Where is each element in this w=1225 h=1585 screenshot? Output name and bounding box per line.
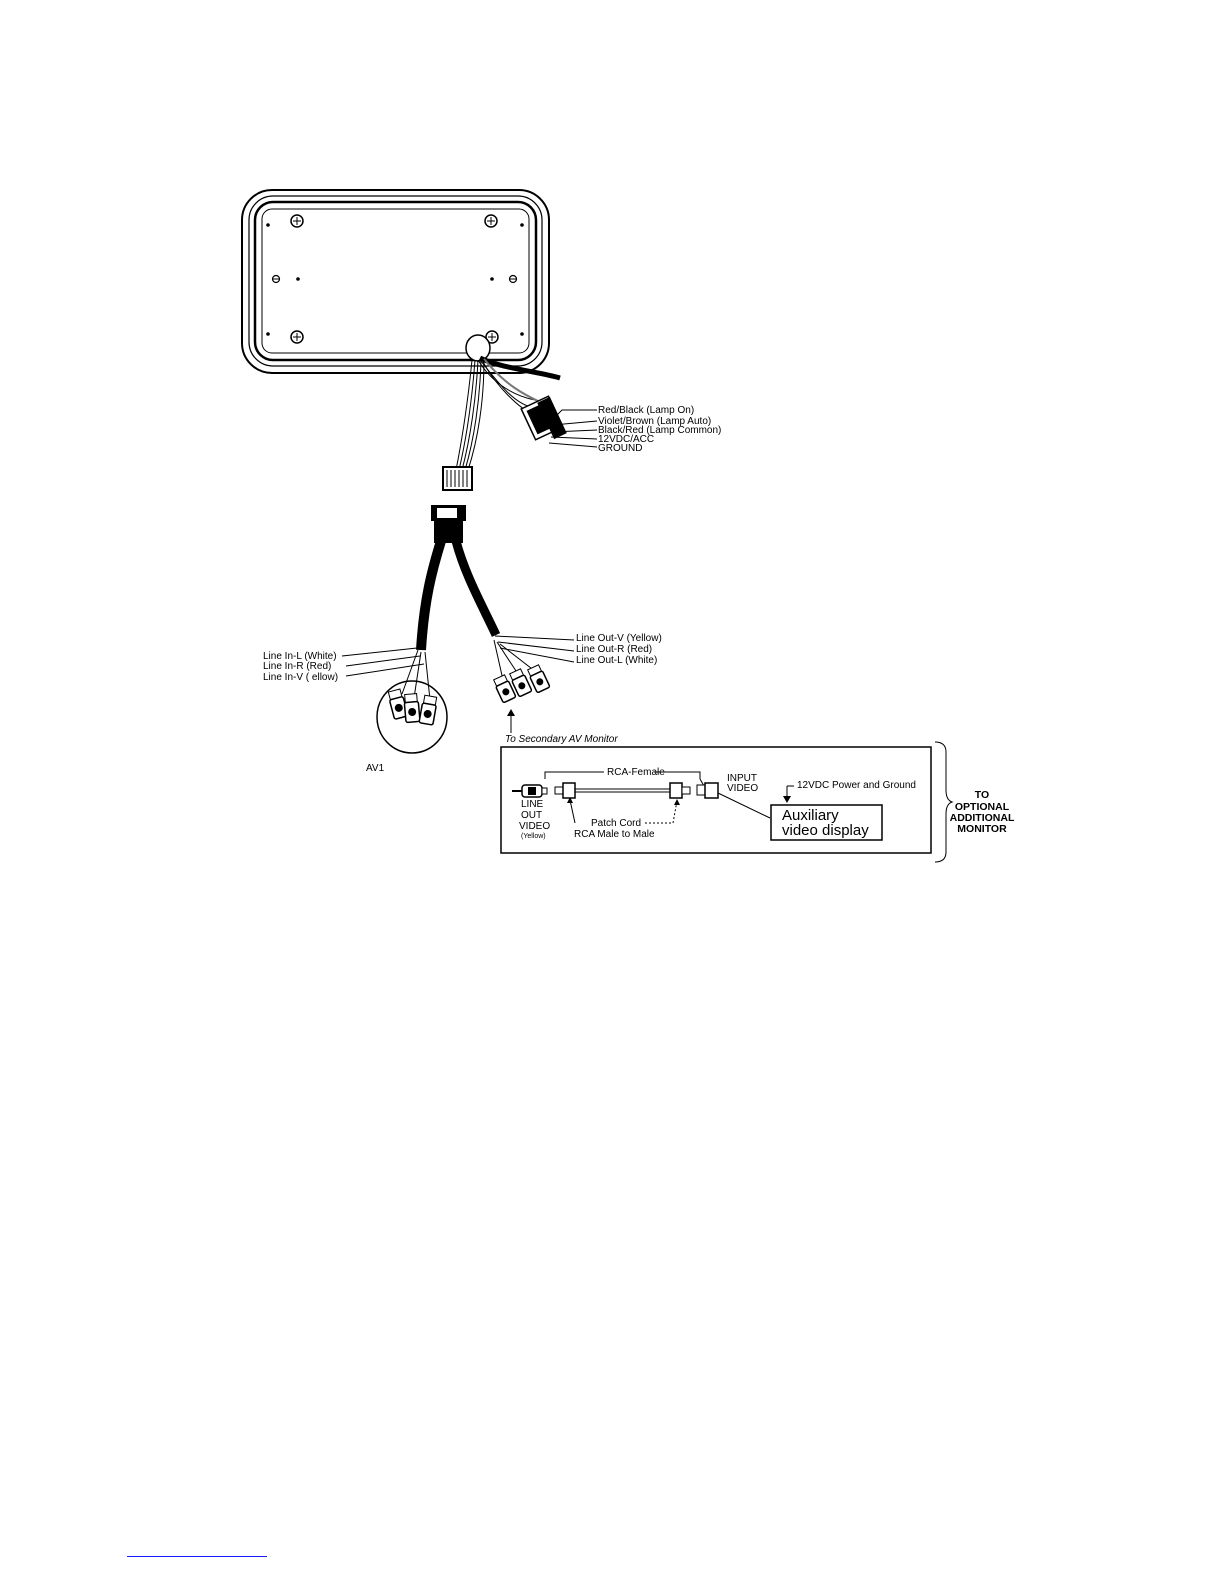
label-line-out-r: Line Out-R (Red) [576,644,653,655]
label-out: OUT [521,810,543,821]
label-video-display: video display [782,822,869,839]
label-red-black-lamp-on: Red/Black (Lamp On) [598,405,695,416]
cable-grommet [466,335,490,361]
line-out-video-plug-icon [512,785,547,797]
label-violet-brown-lamp-auto: Violet/Brown (Lamp Auto) [598,416,712,427]
screw-icon [273,276,280,283]
label-video-out: VIDEO [519,821,551,832]
screw-icon [510,276,517,283]
label-monitor: MONITOR [957,823,1007,835]
label-rca-male-to-male: RCA Male to Male [574,829,655,840]
label-line: LINE [521,799,544,810]
label-line-out-v: Line Out-V (Yellow) [576,633,662,644]
label-line-in-v: Line In-V ( ellow) [263,672,339,683]
label-video: VIDEO [727,783,759,794]
monitor-housing [242,190,549,373]
label-to-optional: TO [974,789,990,801]
screw-icon [291,331,303,343]
label-12vdc-acc: 12VDC/ACC [598,434,655,445]
label-additional: ADDITIONAL [949,812,1015,824]
label-optional: OPTIONAL [954,801,1010,813]
power-connector [521,396,567,439]
power-harness [478,358,597,447]
label-auxiliary: Auxiliary [782,807,839,824]
footer-link-underline[interactable] [127,1556,267,1557]
label-patch-cord: Patch Cord [591,818,642,829]
cable-to-aux-display [718,793,770,818]
rca-plug-icon [419,695,438,725]
screw-icon [485,215,497,227]
label-ground: GROUND [598,443,643,454]
patch-cord [555,783,718,798]
arrow-down-icon [783,786,794,803]
label-av1: AV1 [366,763,385,774]
av-harness-wires [456,360,484,470]
screw-icon [291,215,303,227]
arrow-up-icon [507,709,515,733]
label-rca-female: RCA-Female [607,767,665,778]
label-line-in-l: Line In-L (White) [263,651,337,662]
label-black-red-lamp-common: Black/Red (Lamp Common) [598,425,722,436]
av-socket-connector [431,505,466,543]
label-line-out-l: Line Out-L (White) [576,655,658,666]
rca-plug-icon [404,693,420,722]
label-input: INPUT [727,773,757,784]
line-out-plugs [493,664,550,703]
label-to-secondary-av-monitor: To Secondary AV Monitor [505,734,618,745]
av-split-cables [421,541,496,650]
label-line-in-r: Line In-R (Red) [263,661,332,672]
label-yellow: (Yellow) [521,833,546,840]
av1-group [377,681,447,753]
label-12vdc-power-ground: 12VDC Power and Ground [797,780,916,791]
right-brace [935,742,952,862]
av-plug-connector [443,467,472,490]
